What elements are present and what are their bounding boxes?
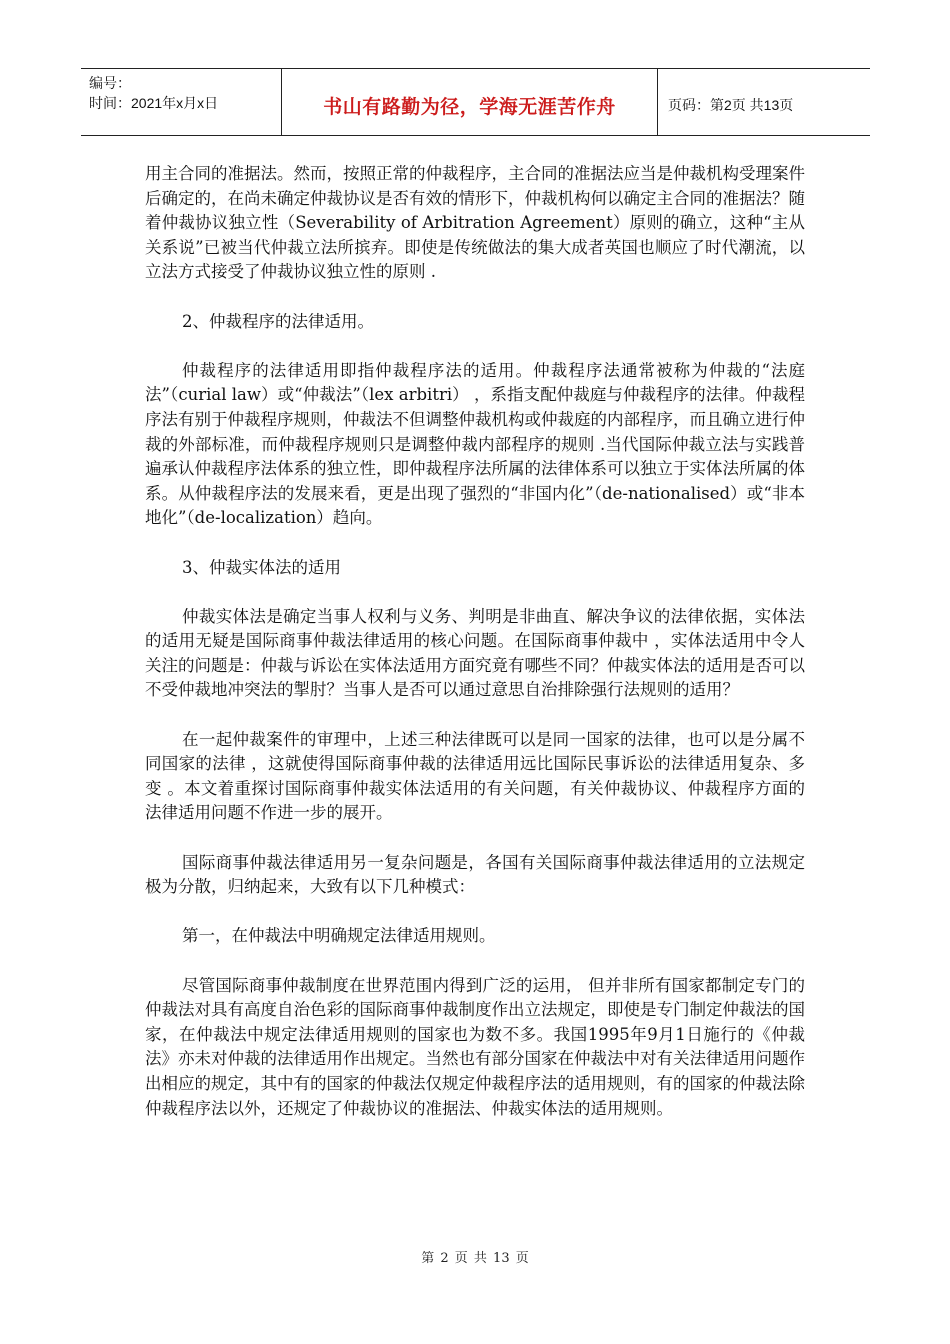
header-meta [81, 69, 282, 135]
section-heading: 3、仲裁实体法的适用 [182, 557, 341, 577]
header-page-info: 页码：第2页 共13页 [668, 97, 794, 113]
paragraph: 用主合同的准据法。然而，按照正常的仲裁程序，主合同的准据法应当是仲裁机构受理案件后确定的，在尚未确定仲裁协议是否有效的情形下，仲裁机构何以确定主合同的准据法？随着仲裁协议独立性（Severability of Arbitration Agreement）原则的确立，这种“主从关系说”已被当代仲裁立法所摈弃。即使是传统做法的集大成者英国也顺应了时代潮流，以立法方式接受了仲裁协议独立性的原则 . [145, 164, 805, 282]
page-header [81, 68, 870, 136]
section-heading: 2、仲裁程序的法律适用。 [182, 311, 374, 331]
paragraph: 尽管国际商事仲裁制度在世界范围内得到广泛的运用， 但并非所有国家都制定专门的仲裁法对具有高度自治色彩的国际商事仲裁制度作出立法规定，即使是专门制定仲裁法的国家，在仲裁法中规定法律适用规则的国家也为数不多。我国1995年9月1日施行的《仲裁法》亦未对仲裁的法律适用作出规定。当然也有部分国家在仲裁法中对有关法律适用问题作出相应的规定，其中有的国家的仲裁法仅规定仲裁程序法的适用规则，有的国家的仲裁法除仲裁程序法以外，还规定了仲裁协议的准据法、仲裁实体法的适用规则。 [145, 975, 805, 1118]
page-footer: 第 2 页 共 13 页 [421, 1251, 529, 1266]
paragraph: 在一起仲裁案件的审理中，上述三种法律既可以是同一国家的法律，也可以是分属不同国家的法律 ，这就使得国际商事仲裁的法律适用远比国际民事诉讼的法律适用复杂、多变 。本文着重探讨国际商事仲裁实体法适用的有关问题，有关仲裁协议、仲裁程序方面的法律适用问题不作进一步的展开。 [145, 729, 805, 823]
paragraph: 仲裁程序的法律适用即指仲裁程序法的适用。仲裁程序法通常被称为仲裁的“法庭法”（curial law）或“仲裁法”（lex arbitri） ，系指支配仲裁庭与仲裁程序的法律。仲裁程序法有别于仲裁程序规则，仲裁法不但调整仲裁机构或仲裁庭的内部程序，而且确立进行仲裁的外部标准，而仲裁程序规则只是调整仲裁内部程序的规则 .当代国际仲裁立法与实践普遍承认仲裁程序法体系的独立性，即仲裁程序法所属的法律体系可以独立于实体法所属的体系。从仲裁程序法的发展来看，更是出现了强烈的“非国内化”（de-nationalised）或“非本地化”（de-localization）趋向。 [145, 360, 805, 528]
header-motto-cell [282, 69, 658, 135]
document-number: 编号： [89, 75, 131, 91]
document-body [145, 162, 805, 1146]
paragraph: 第一，在仲裁法中明确规定法律适用规则。 [182, 926, 496, 946]
document-date: 时间：2021年x月x日 [89, 95, 219, 111]
header-motto: 书山有路勤为径，学海无涯苦作舟 [323, 95, 616, 118]
paragraph: 仲裁实体法是确定当事人权利与义务、判明是非曲直、解决争议的法律依据，实体法的适用无疑是国际商事仲裁法律适用的核心问题。在国际商事仲裁中 ，实体法适用中令人关注的问题是：仲裁与诉讼在实体法适用方面究竟有哪些不同？仲裁实体法的适用是否可以不受仲裁地冲突法的掣肘？当事人是否可以通过意思自治排除强行法规则的适用？ [145, 606, 805, 700]
paragraph: 国际商事仲裁法律适用另一复杂问题是，各国有关国际商事仲裁法律适用的立法规定极为分散，归纳起来，大致有以下几种模式： [145, 852, 805, 897]
